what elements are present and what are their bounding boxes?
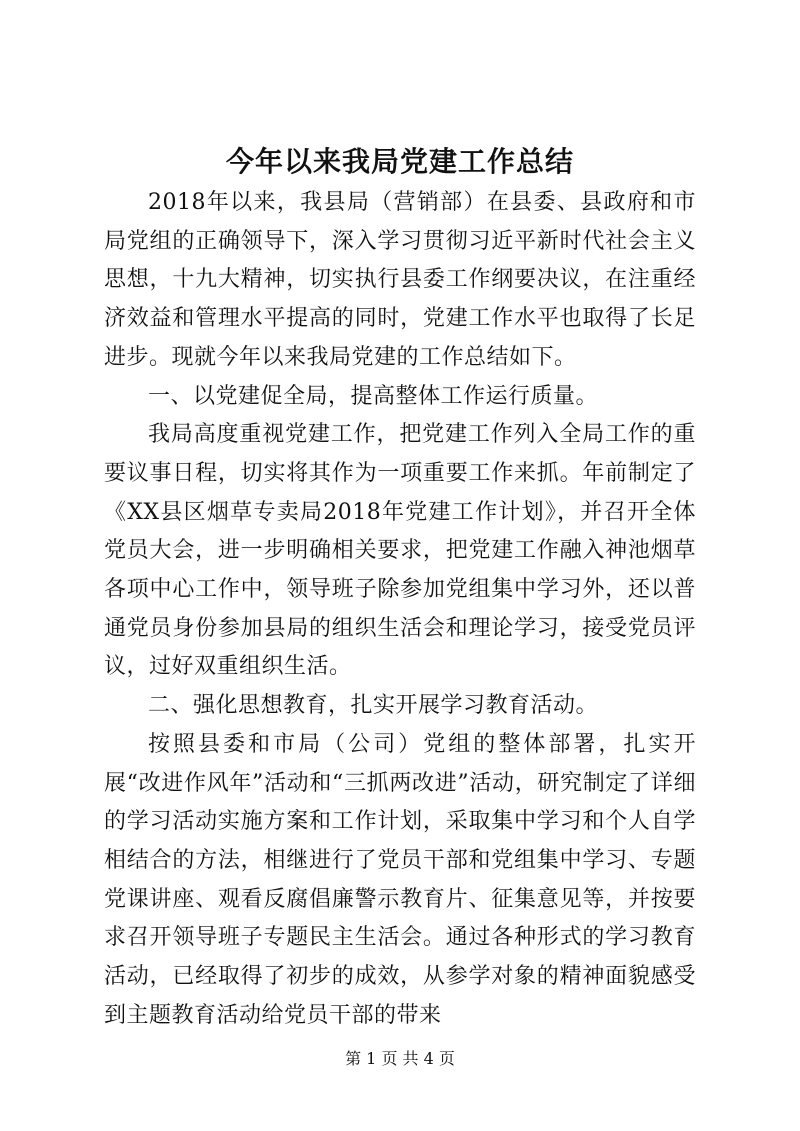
page-footer: 第 1 页 共 4 页 (345, 1049, 455, 1068)
section-heading-2: 二、强化思想教育，扎实开展学习教育活动。 (148, 693, 599, 719)
document-body (104, 184, 696, 1035)
paragraph-section-2: 按照县委和市局（公司）党组的整体部署，扎实开展“改进作风年”活动和“三抓两改进”活动，研究制定了详细的学习活动实施方案和工作计划，采取集中学习和个人自学相结合的方法，相继进行了党员干部和党组集中学习、专题党课讲座、观看反腐倡廉警示教育片、征集意见等，并按要求召开领导班子专题民主生活会。通过各种形式的学习教育活动，已经取得了初步的成效，从参学对象的精神面貌感受到主题教育活动给党员干部的带来 (104, 731, 696, 1028)
paragraph-section-1: 我局高度重视党建工作，把党建工作列入全局工作的重要议事日程，切实将其作为一项重要工作来抓。年前制定了《XX县区烟草专卖局2018年党建工作计划》，并召开全体党员大会，进一步明确相关要求，把党建工作融入神池烟草各项中心工作中，领导班子除参加党组集中学习外，还以普通党员身份参加县局的组织生活会和理论学习，接受党员评议，过好双重组织生活。 (104, 422, 696, 680)
section-heading-1: 一、以党建促全局，提高整体工作运行质量。 (148, 383, 599, 409)
document-title: 今年以来我局党建工作总结 (225, 145, 574, 178)
paragraph-intro: 2018年以来，我县局（营销部）在县委、县政府和市局党组的正确领导下，深入学习贯彻习近平新时代社会主义思想，十九大精神，切实执行县委工作纲要决议，在注重经济效益和管理水平提高的同时，党建工作水平也取得了长足进步。现就今年以来我局党建的工作总结如下。 (104, 190, 696, 370)
